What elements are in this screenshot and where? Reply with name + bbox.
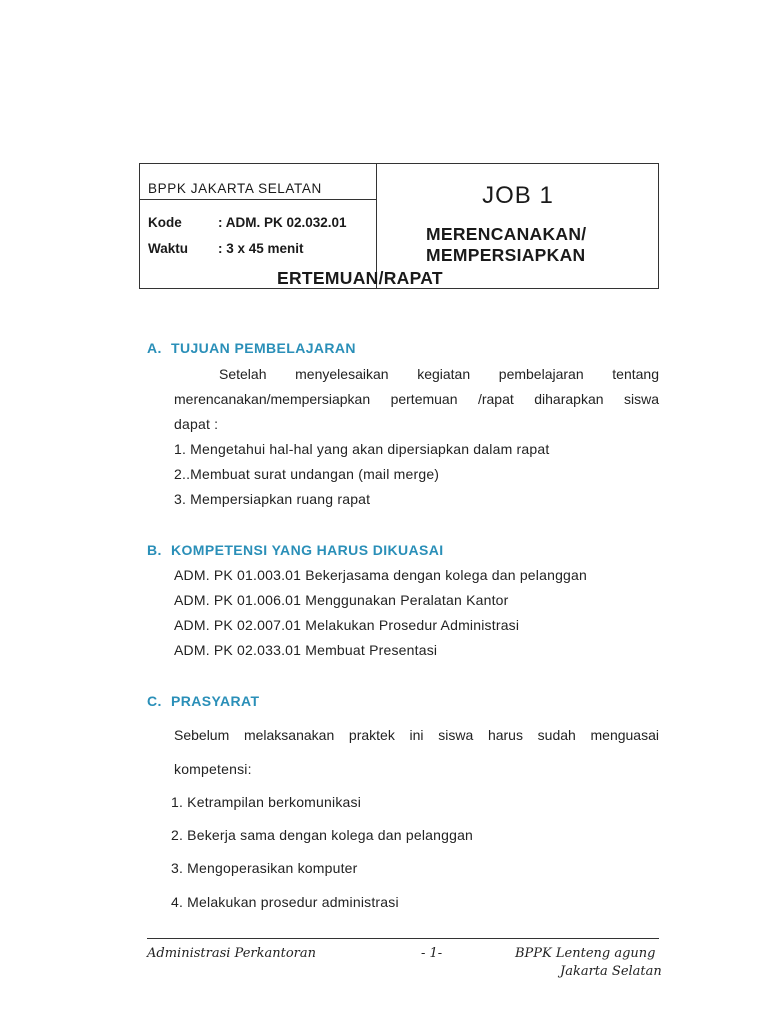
list-item: 1. Ketrampilan berkomunikasi — [171, 794, 362, 810]
section-c-para-line2: kompetensi: — [174, 761, 252, 777]
list-item: ADM. PK 01.006.01 Menggunakan Peralatan Kantor — [174, 592, 509, 608]
page-number: - 1- — [421, 946, 443, 961]
org-name: BPPK JAKARTA SELATAN — [148, 181, 322, 196]
list-item: 3. Mengoperasikan komputer — [171, 860, 358, 876]
section-b-heading — [147, 542, 444, 558]
section-c-letter: C. — [147, 693, 162, 709]
section-a-para-line1: Setelah menyelesaikan kegiatan pembelajaran tentang — [219, 366, 659, 382]
list-item: 2. Bekerja sama dengan kolega dan pelanggan — [171, 827, 474, 843]
list-item: ADM. PK 01.003.01 Bekerjasama dengan kolega dan pelanggan — [174, 567, 588, 583]
kode-value: : ADM. PK 02.032.01 — [218, 215, 347, 230]
list-item: 3. Mempersiapkan ruang rapat — [174, 491, 371, 507]
job-subtitle-line3: ERTEMUAN/RAPAT — [277, 268, 443, 288]
footer-right-line1: BPPK Lenteng agung — [515, 946, 656, 961]
section-a-letter: A. — [147, 340, 162, 356]
waktu-label: Waktu — [148, 241, 188, 256]
kode-row — [148, 215, 347, 230]
kode-label: Kode — [148, 215, 182, 230]
footer-divider — [147, 938, 659, 939]
list-item: ADM. PK 02.007.01 Melakukan Prosedur Administrasi — [174, 617, 520, 633]
section-a-heading — [147, 340, 356, 356]
section-b-letter: B. — [147, 542, 162, 558]
waktu-value: : 3 x 45 menit — [218, 241, 304, 256]
section-a-para-line2: merencanakan/mempersiapkan pertemuan /rapat diharapkan siswa — [174, 391, 659, 407]
section-c-title: PRASYARAT — [171, 693, 260, 709]
section-c-para-line1: Sebelum melaksanakan praktek ini siswa harus sudah menguasai — [174, 727, 659, 743]
list-item: 2..Membuat surat undangan (mail merge) — [174, 466, 440, 482]
job-subtitle-line2: MEMPERSIAPKAN — [426, 245, 586, 265]
footer-right-line2: Jakarta Selatan — [560, 964, 662, 979]
org-cell — [140, 164, 376, 200]
section-b-title: KOMPETENSI YANG HARUS DIKUASAI — [171, 542, 444, 558]
section-a-para-line3: dapat : — [174, 416, 219, 432]
job-subtitle-line1: MERENCANAKAN/ — [426, 224, 587, 244]
job-title: JOB 1 — [482, 182, 554, 209]
job-subtitle — [426, 224, 586, 266]
list-item: ADM. PK 02.033.01 Membuat Presentasi — [174, 642, 438, 658]
waktu-row — [148, 241, 304, 256]
list-item: 1. Mengetahui hal-hal yang akan dipersiapkan dalam rapat — [174, 441, 550, 457]
footer-left: Administrasi Perkantoran — [147, 946, 317, 961]
section-c-heading — [147, 693, 259, 709]
list-item: 4. Melakukan prosedur administrasi — [171, 894, 399, 910]
section-a-title: TUJUAN PEMBELAJARAN — [171, 340, 356, 356]
